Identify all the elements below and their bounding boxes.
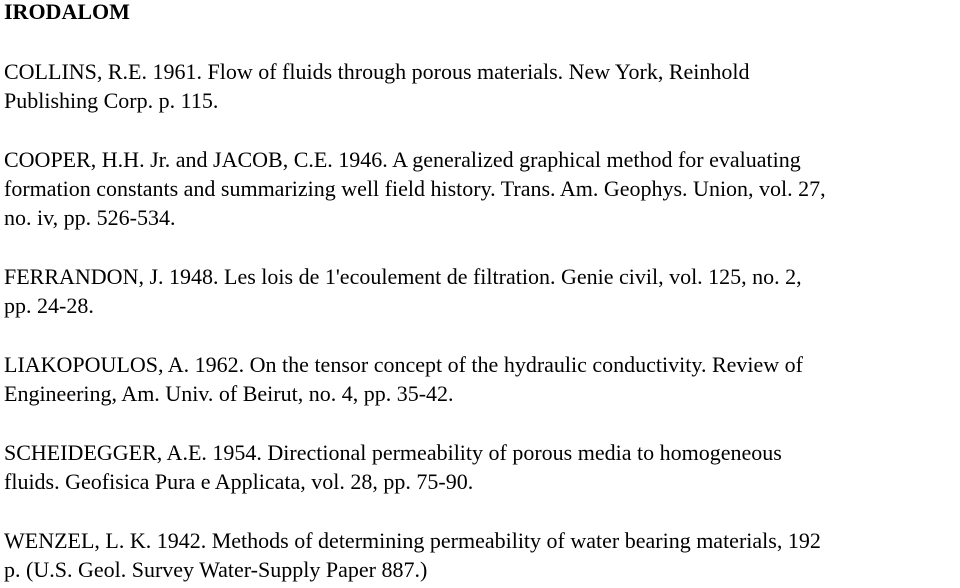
reference-line: COLLINS, R.E. 1961. Flow of fluids through porous materials. New York, Reinhold	[4, 59, 750, 84]
reference-wenzel	[4, 526, 956, 584]
reference-liakopoulos	[4, 350, 956, 408]
reference-line: pp. 24-28.	[4, 293, 94, 318]
reference-line: LIAKOPOULOS, A. 1962. On the tensor concept of the hydraulic conductivity. Review of	[4, 352, 803, 377]
reference-line: p. (U.S. Geol. Survey Water-Supply Paper 887.)	[4, 557, 428, 582]
reference-line: WENZEL, L. K. 1942. Methods of determining permeability of water bearing materials, 192	[4, 528, 821, 553]
reference-line: formation constants and summarizing well field history. Trans. Am. Geophys. Union, vol. 27,	[4, 176, 826, 201]
reference-line: no. iv, pp. 526-534.	[4, 205, 176, 230]
reference-cooper	[4, 145, 956, 232]
section-heading: IRODALOM	[4, 0, 130, 24]
document-page	[4, 0, 956, 584]
reference-list	[4, 57, 956, 584]
reference-collins	[4, 57, 956, 115]
reference-line: COOPER, H.H. Jr. and JACOB, C.E. 1946. A generalized graphical method for evaluating	[4, 147, 801, 172]
reference-line: SCHEIDEGGER, A.E. 1954. Directional permeability of porous media to homogeneous	[4, 440, 782, 465]
reference-scheidegger	[4, 438, 956, 496]
reference-line: Engineering, Am. Univ. of Beirut, no. 4, pp. 35-42.	[4, 381, 454, 406]
reference-line: FERRANDON, J. 1948. Les lois de 1'ecoulement de filtration. Genie civil, vol. 125, no. 2,	[4, 264, 802, 289]
reference-line: Publishing Corp. p. 115.	[4, 88, 219, 113]
reference-ferrandon	[4, 262, 956, 320]
reference-line: fluids. Geofisica Pura e Applicata, vol. 28, pp. 75-90.	[4, 469, 474, 494]
